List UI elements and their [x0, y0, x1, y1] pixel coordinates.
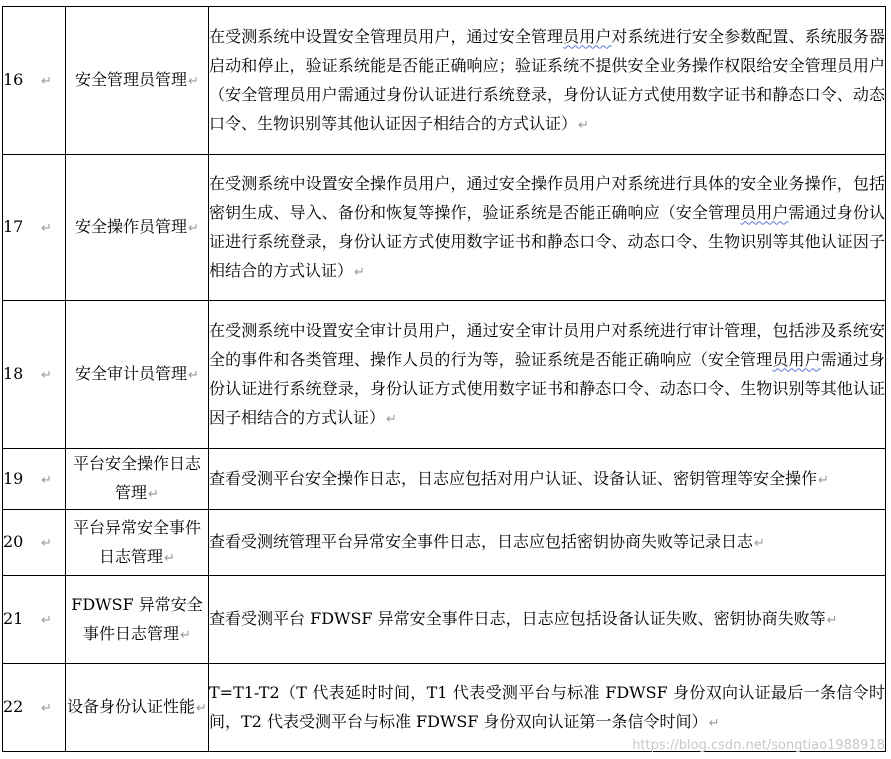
- item-description: 查看受测平台 FDWSF 异常安全事件日志，日志应包括设备认证失败、密钥协商失败等: [209, 609, 826, 628]
- row-number-cell: [3, 301, 66, 449]
- return-mark-icon: ↵: [188, 368, 199, 383]
- item-description-continued: 需通过身份认证进行系统登录，身份认证方式使用数字证书和静态口令、动态口令、生物识别等其他认证因子相结合的方式认证）: [209, 349, 885, 427]
- item-description: 查看受测平台安全操作日志，日志应包括对用户认证、设备认证、密钥管理等安全操作: [209, 468, 818, 488]
- return-mark-icon: ↵: [180, 627, 191, 643]
- item-description: 在受测系统中设置安全管理员用户，通过安全管理: [209, 26, 564, 46]
- item-name-cell: [66, 664, 209, 752]
- return-mark-icon: ↵: [196, 701, 207, 716]
- row-number-cell: [3, 155, 66, 301]
- item-name-cell: [66, 449, 209, 510]
- row-number: 17: [3, 217, 24, 236]
- item-name: 平台安全操作日志管理: [72, 454, 201, 502]
- item-name: 安全管理员管理: [75, 70, 188, 89]
- table-row: [3, 449, 886, 510]
- return-mark-icon: ↵: [41, 701, 52, 716]
- item-name: 安全操作员管理: [75, 217, 188, 236]
- return-mark-icon: ↵: [386, 411, 397, 427]
- row-number-cell: [3, 7, 66, 155]
- return-mark-icon: ↵: [818, 472, 829, 488]
- row-number-cell: [3, 449, 66, 510]
- return-mark-icon: ↵: [354, 264, 365, 280]
- table-row: [3, 155, 886, 301]
- watermark-text: https://blog.csdn.net/songtiao1988918: [632, 738, 885, 753]
- return-mark-icon: ↵: [148, 487, 159, 502]
- item-description-cell: [209, 449, 886, 510]
- item-description-cell: [209, 301, 886, 449]
- return-mark-icon: ↵: [754, 536, 765, 551]
- item-name-cell: [66, 510, 209, 576]
- item-name-cell: [66, 301, 209, 449]
- spellcheck-underlined-text: 员用户: [740, 202, 789, 222]
- row-number: 16: [3, 70, 24, 89]
- row-number: 22: [3, 697, 24, 716]
- table-row: [3, 576, 886, 664]
- return-mark-icon: ↵: [41, 74, 52, 89]
- return-mark-icon: ↵: [164, 550, 175, 566]
- item-name-cell: [66, 7, 209, 155]
- row-number: 18: [3, 364, 24, 383]
- item-description-cell: [209, 510, 886, 576]
- row-number-cell: [3, 664, 66, 752]
- row-number: 19: [3, 468, 24, 488]
- return-mark-icon: ↵: [41, 368, 52, 383]
- row-number: 21: [3, 609, 24, 628]
- item-description-cell: [209, 7, 886, 155]
- return-mark-icon: ↵: [188, 74, 199, 89]
- item-name: 安全审计员管理: [75, 364, 188, 383]
- return-mark-icon: ↵: [41, 472, 52, 488]
- row-number-cell: [3, 576, 66, 664]
- return-mark-icon: ↵: [41, 221, 52, 236]
- return-mark-icon: ↵: [826, 613, 838, 628]
- item-name: FDWSF 异常安全事件日志管理: [71, 594, 203, 643]
- item-description: 在受测系统中设置安全审计员用户，通过安全审计员用户对系统进行审计管理，包括涉及系统安全的事件和各类管理、操作人员的行为等，验证系统是否能正确响应（安全管理: [209, 320, 885, 369]
- row-number: 20: [3, 532, 24, 551]
- spellcheck-underlined-text: 员用户: [563, 26, 612, 46]
- spellcheck-underlined-text: 员用户: [772, 349, 821, 369]
- table-row: [3, 7, 886, 155]
- return-mark-icon: ↵: [41, 613, 52, 628]
- row-number-cell: [3, 510, 66, 576]
- return-mark-icon: ↵: [578, 117, 589, 133]
- requirements-table: [2, 6, 886, 752]
- item-description-continued: 对系统进行安全参数配置、系统服务器启动和停止，验证系统能是否能正确响应；验证系统不提供安全业务操作权限给安全管理员用户（安全管理员用户需通过身份认证进行系统登录，身份认证方式使用数字证书和静态口令、动态口令、生物识别等其他认证因子相结合的方式认证）: [209, 26, 885, 133]
- return-mark-icon: ↵: [41, 536, 52, 551]
- item-description: 查看受测统管理平台异常安全事件日志，日志应包括密钥协商失败等记录日志: [209, 532, 754, 551]
- return-mark-icon: ↵: [708, 715, 720, 731]
- item-description-continued: 需通过身份认证进行系统登录，身份认证方式使用数字证书和静态口令、动态口令、生物识别等其他认证因子相结合的方式认证）: [209, 202, 885, 280]
- item-name-cell: [66, 155, 209, 301]
- item-name: 平台异常安全事件日志管理: [72, 517, 201, 566]
- item-name: 设备身份认证性能: [67, 697, 196, 716]
- item-description-cell: [209, 576, 886, 664]
- item-name-cell: [66, 576, 209, 664]
- item-description-cell: [209, 155, 886, 301]
- table-row: [3, 301, 886, 449]
- item-description: 在受测系统中设置安全操作员用户，通过安全操作员用户对系统进行具体的安全业务操作，包括密钥生成、导入、备份和恢复等操作，验证系统是否能正确响应（安全管理: [209, 173, 885, 222]
- table-row: [3, 510, 886, 576]
- item-description: T=T1-T2（T 代表延时时间，T1 代表受测平台与标准 FDWSF 身份双向认证最后一条信令时间，T2 代表受测平台与标准 FDWSF 身份双向认证第一条信令时间）: [209, 682, 885, 731]
- return-mark-icon: ↵: [188, 221, 199, 236]
